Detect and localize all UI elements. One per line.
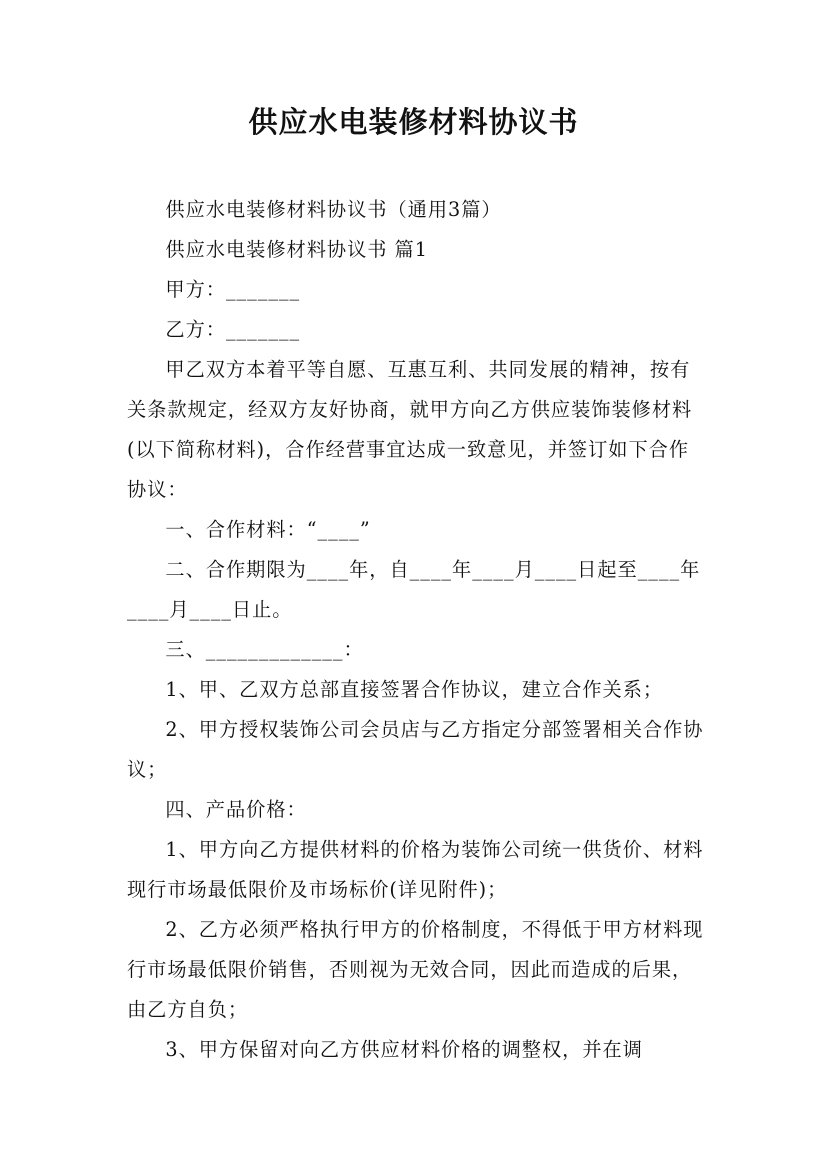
paragraph-clause-4: 四、产品价格：	[165, 798, 307, 821]
paragraph-clause-3-item-1: 1、甲、乙双方总部直接签署合作协议，建立合作关系；	[165, 678, 664, 701]
paragraph-clause-4-item-3: 3、甲方保留对向乙方供应材料价格的调整权，并在调	[165, 1038, 643, 1061]
paragraph-clause-4-item-1: 1、甲方向乙方提供材料的价格为装饰公司统一供货价、材料现行市场最低限价及市场标价(详见附件)；	[127, 838, 704, 901]
paragraph-section-heading: 供应水电装修材料协议书 篇1	[165, 238, 428, 261]
paragraph-clause-4-item-2: 2、乙方必须严格执行甲方的价格制度，不得低于甲方材料现行市场最低限价销售，否则视为无效合同，因此而造成的后果，由乙方自负；	[127, 918, 704, 1021]
paragraph-subtitle: 供应水电装修材料协议书（通用3篇）	[165, 198, 502, 221]
document-title: 供应水电装修材料协议书	[248, 105, 579, 139]
paragraph-clause-3-item-2: 2、甲方授权装饰公司会员店与乙方指定分部签署相关合作协议；	[127, 718, 704, 781]
paragraph-clause-1: 一、合作材料：“____”	[165, 518, 371, 541]
paragraph-party-a: 甲方：_______	[165, 278, 301, 301]
paragraph-clause-2: 二、合作期限为____年，自____年____月____日起至____年____月____日止。	[127, 558, 701, 621]
document-body	[127, 190, 707, 1070]
paragraph-party-b: 乙方：_______	[165, 318, 301, 341]
paragraph-clause-3: 三、_____________：	[165, 638, 364, 661]
paragraph-preamble: 甲乙双方本着平等自愿、互惠互利、共同发展的精神，按有关条款规定，经双方友好协商，就甲方向乙方供应装饰装修材料(以下简称材料)，合作经营事宜达成一致意见，并签订如下合作协议：	[127, 358, 693, 501]
